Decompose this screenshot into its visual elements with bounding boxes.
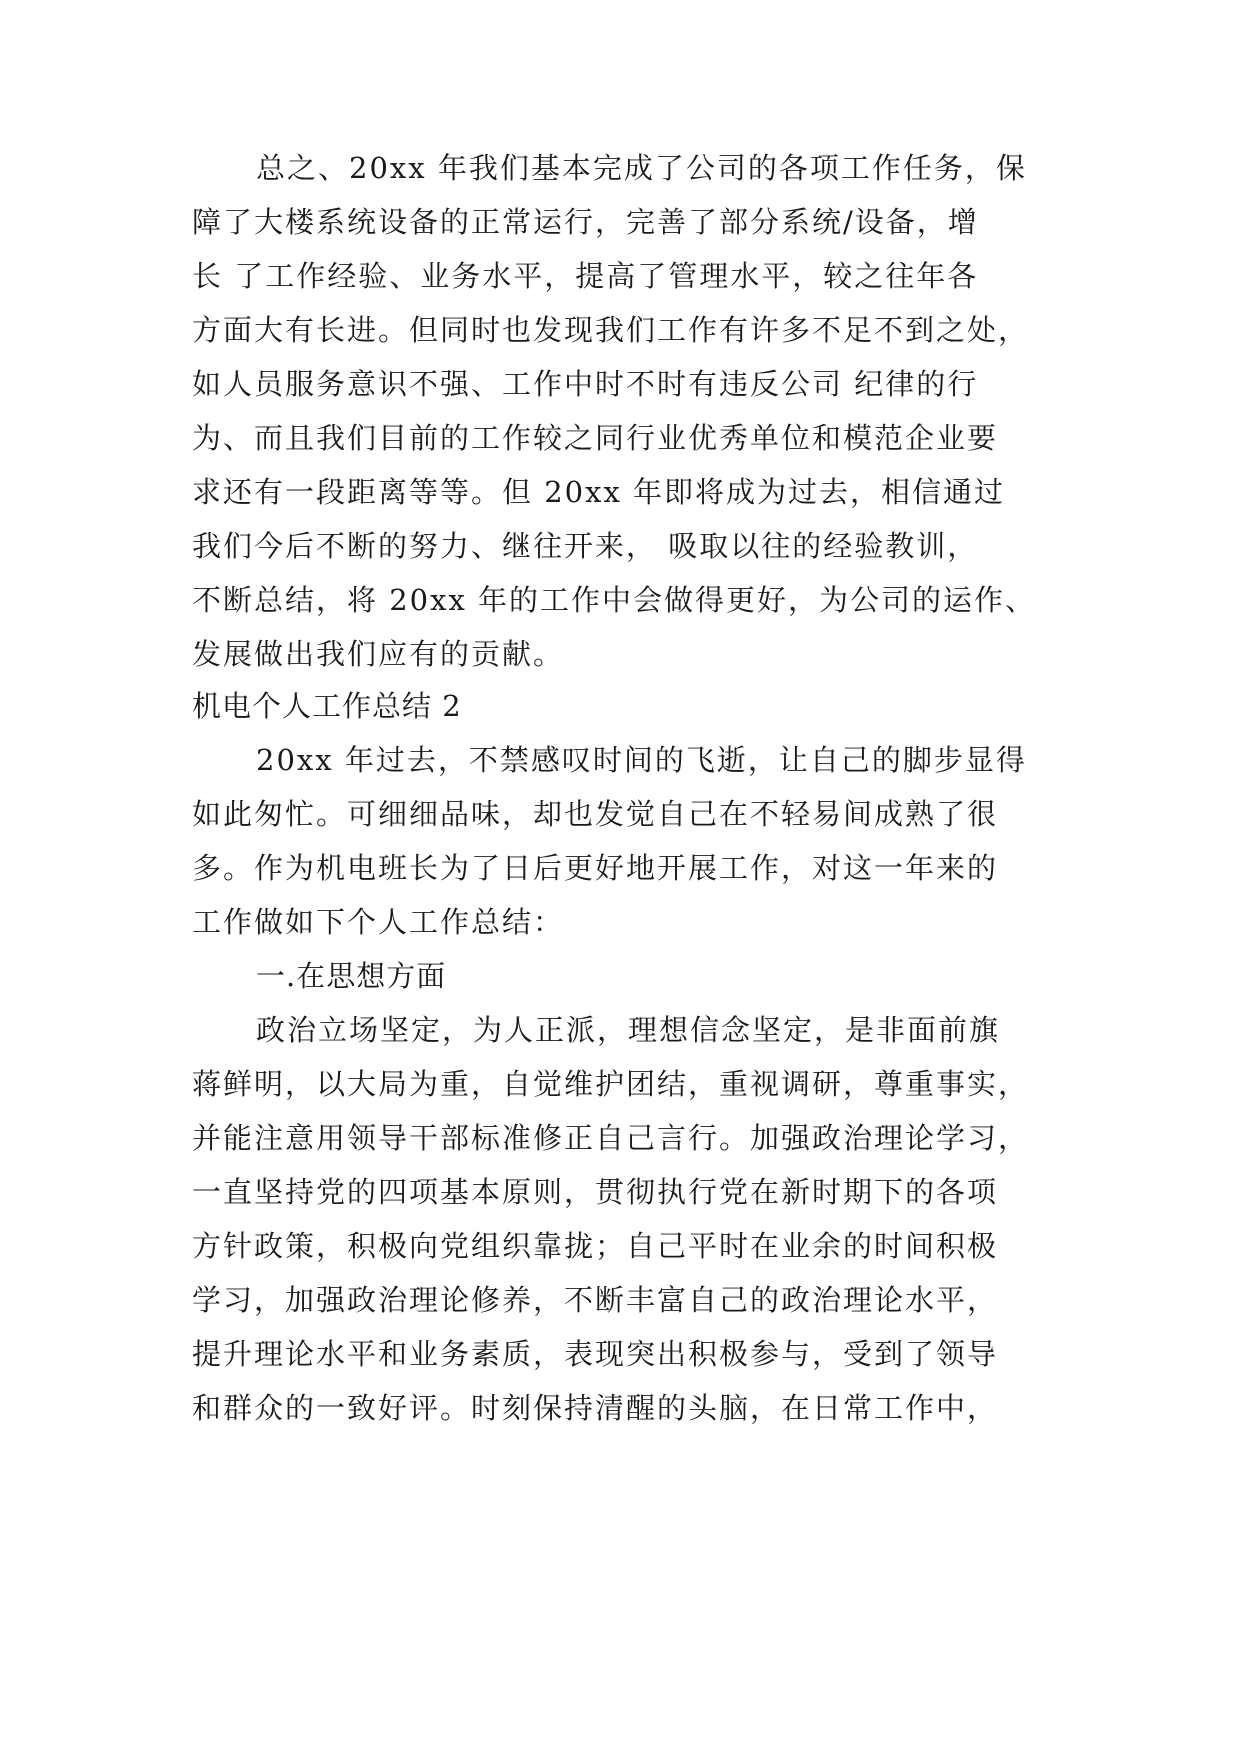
paragraph-line: 方针政策，积极向党组织靠拢；自己平时在业余的时间积极 (192, 1229, 999, 1263)
paragraph-line: 政治立场坚定，为人正派，理想信念坚定，是非面前旗 (256, 1013, 1001, 1047)
subheading: 一.在思想方面 (256, 959, 447, 993)
paragraph-line: 如人员服务意识不强、工作中时不时有违反公司 纪律的行 (192, 367, 979, 401)
paragraph-line: 工作做如下个人工作总结： (192, 905, 565, 939)
paragraph-line: 如此匆忙。可细细品味，却也发觉自己在不轻易间成熟了很 (192, 797, 999, 831)
paragraph-line: 方面大有长进。但同时也发现我们工作有许多不足不到之处， (192, 313, 1030, 347)
paragraph-line: 为、而且我们目前的工作较之同行业优秀单位和模范企业要 (192, 421, 999, 455)
paragraph-line: 多。作为机电班长为了日后更好地开展工作，对这一年来的 (192, 851, 999, 885)
paragraph-line: 20xx 年过去，不禁感叹时间的飞逝，让自己的脚步显得 (256, 743, 1027, 777)
paragraph-line: 学习，加强政治理论修养，不断丰富自己的政治理论水平， (192, 1283, 999, 1317)
paragraph-line: 求还有一段距离等等。但 20xx 年即将成为过去，相信通过 (192, 475, 1006, 509)
paragraph-line: 发展做出我们应有的贡献。 (192, 637, 565, 671)
section-title: 机电个人工作总结 2 (192, 689, 462, 723)
paragraph-line: 和群众的一致好评。时刻保持清醒的头脑，在日常工作中， (192, 1391, 999, 1425)
paragraph-line: 我们今后不断的努力、继往开来， 吸取以往的经验教训， (192, 529, 979, 563)
paragraph-line: 不断总结，将 20xx 年的工作中会做得更好，为公司的运作、 (192, 583, 1037, 617)
paragraph-line: 长 了工作经验、业务水平，提高了管理水平，较之往年各 (192, 259, 979, 293)
paragraph-line: 并能注意用领导干部标准修正自己言行。加强政治理论学习， (192, 1121, 1030, 1155)
paragraph-line: 总之、20xx 年我们基本完成了公司的各项工作任务，保 (256, 151, 1027, 185)
paragraph-line: 提升理论水平和业务素质，表现突出积极参与，受到了领导 (192, 1337, 999, 1371)
paragraph-line: 一直坚持党的四项基本原则，贯彻执行党在新时期下的各项 (192, 1175, 999, 1209)
paragraph-line: 蒋鲜明，以大局为重，自觉维护团结，重视调研，尊重事实， (192, 1067, 1030, 1101)
paragraph-line: 障了大楼系统设备的正常运行，完善了部分系统/设备，增 (192, 205, 979, 239)
